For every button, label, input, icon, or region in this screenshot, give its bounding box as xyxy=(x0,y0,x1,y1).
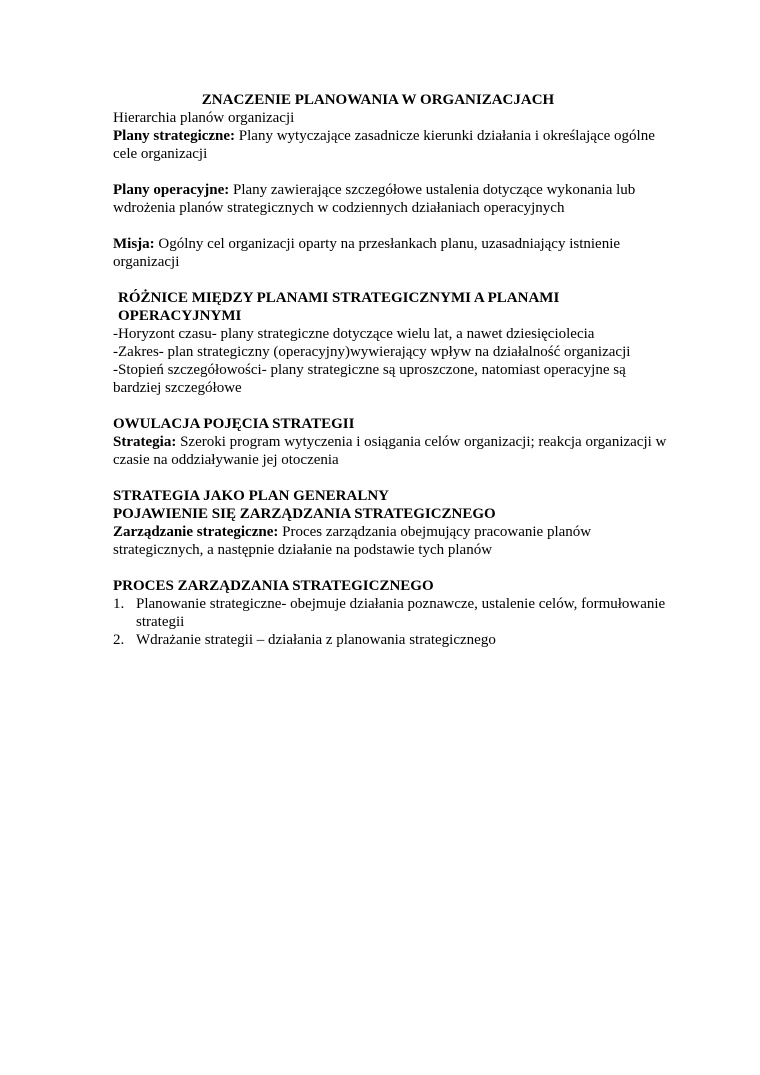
text-zarzadzanie-strategiczne: Proces zarządzania obejmujący pracowanie planów strategicznych, a następnie działanie na podstawie tych planów xyxy=(113,524,592,558)
list-item-roznice: -Stopień szczegółowości- plany strategiczne są uproszczone, natomiast operacyjne są bardziej szczegółowe xyxy=(113,362,626,396)
section-heading-zarzadzanie: POJAWIENIE SIĘ ZARZĄDZANIA STRATEGICZNEGO xyxy=(113,506,496,522)
definition-strategia xyxy=(113,433,673,469)
spacer xyxy=(113,559,673,577)
list-item-roznice: -Horyzont czasu- plany strategiczne dotyczące wielu lat, a nawet dziesięciolecia xyxy=(113,326,595,342)
section-heading-roznice: RÓŻNICE MIĘDZY PLANAMI STRATEGICZNYMI A PLANAMI OPERACYJNYMI xyxy=(118,290,560,324)
process-step xyxy=(113,631,673,649)
text-strategia: Szeroki program wytyczenia i osiągania celów organizacji; reakcja organizacji w czasie na oddziaływanie jej otoczenia xyxy=(113,434,667,468)
spacer xyxy=(113,271,673,289)
step-text: Wdrażanie strategii – działania z planowania strategicznego xyxy=(136,632,496,648)
spacer xyxy=(113,397,673,415)
definition-plany-operacyjne xyxy=(113,181,673,217)
section-heading-owulacja: OWULACJA POJĘCIA STRATEGII xyxy=(113,416,355,432)
process-step xyxy=(113,595,673,631)
step-number: 1. xyxy=(113,596,125,612)
term-plany-operacyjne: Plany operacyjne: xyxy=(113,182,230,198)
spacer xyxy=(113,217,673,235)
definition-plany-strategiczne xyxy=(113,127,673,163)
definition-misja xyxy=(113,235,673,271)
list-item-roznice: -Zakres- plan strategiczny (operacyjny)wywierający wpływ na działalność organizacji xyxy=(113,344,631,360)
text-plany-operacyjne: Plany zawierające szczegółowe ustalenia dotyczące wykonania lub wdrożenia planów strategicznych w codziennych działaniach operacyjnych xyxy=(113,182,636,216)
spacer xyxy=(113,163,673,181)
step-number: 2. xyxy=(113,632,125,648)
term-plany-strategiczne: Plany strategiczne: xyxy=(113,128,236,144)
section-heading-proces: PROCES ZARZĄDZANIA STRATEGICZNEGO xyxy=(113,578,434,594)
document-subtitle: Hierarchia planów organizacji xyxy=(113,110,295,126)
definition-zarzadzanie-strategiczne xyxy=(113,523,673,559)
step-text: Planowanie strategiczne- obejmuje działania poznawcze, ustalenie celów, formułowanie strategii xyxy=(136,596,666,630)
spacer xyxy=(113,469,673,487)
text-misja: Ogólny cel organizacji oparty na przesłankach planu, uzasadniający istnienie organizacji xyxy=(113,236,621,270)
term-strategia: Strategia: xyxy=(113,434,177,450)
term-misja: Misja: xyxy=(113,236,155,252)
text-plany-strategiczne: Plany wytyczające zasadnicze kierunki działania i określające ogólne cele organizacji xyxy=(113,128,655,162)
process-steps-list xyxy=(113,595,673,649)
term-zarzadzanie-strategiczne: Zarządzanie strategiczne: xyxy=(113,524,279,540)
document-page xyxy=(113,91,673,649)
document-title: ZNACZENIE PLANOWANIA W ORGANIZACJACH xyxy=(201,92,555,108)
section-heading-strategia-plan: STRATEGIA JAKO PLAN GENERALNY xyxy=(113,488,390,504)
